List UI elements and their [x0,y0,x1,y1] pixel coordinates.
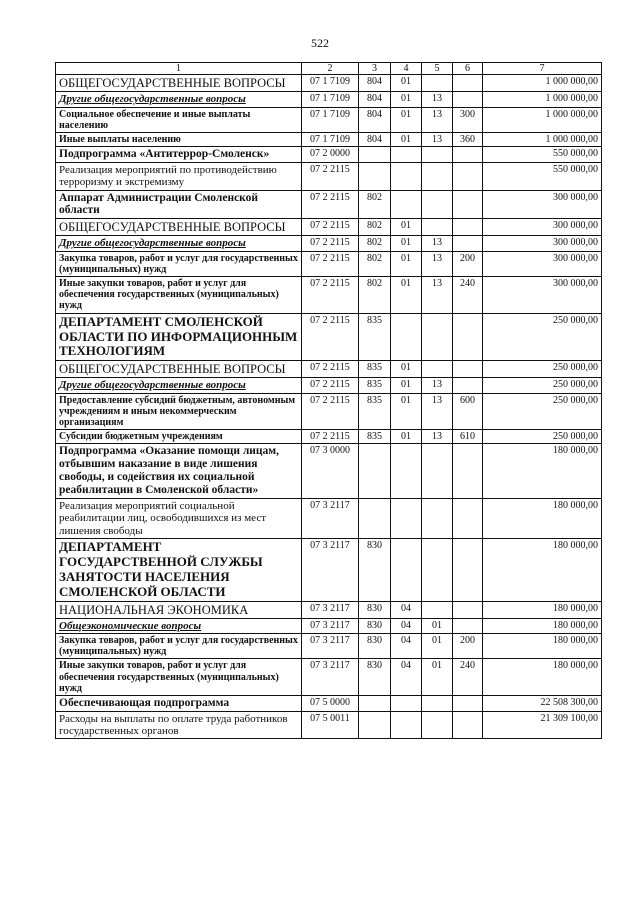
amount-cell: 300 000,00 [483,190,602,219]
row-name-cell: Иные закупки товаров, работ и услуг для обеспечения государственных (муниципальных) нужд [56,659,302,696]
table-row [56,601,602,618]
section-code-cell: 01 [391,393,422,430]
ministry-code-cell: 835 [359,378,391,393]
amount-cell: 1 000 000,00 [483,132,602,146]
row-name-cell: Обеспечивающая подпрограмма [56,695,302,711]
target-code-cell: 07 5 0000 [302,695,359,711]
target-code-cell: 07 5 0011 [302,711,359,739]
target-code-cell: 07 3 2117 [302,538,359,601]
row-name-cell: Другие общегосударственные вопросы [56,236,302,251]
subsection-code-cell: 13 [422,277,453,314]
section-code-cell: 04 [391,618,422,633]
subsection-code-cell: 13 [422,132,453,146]
section-code-cell: 01 [391,251,422,276]
expense-type-cell: 200 [453,633,483,658]
expense-type-cell [453,711,483,739]
row-name-cell: Закупка товаров, работ и услуг для государственных (муниципальных) нужд [56,633,302,658]
target-code-cell: 07 2 2115 [302,378,359,393]
table-row [56,277,602,314]
table-row [56,132,602,146]
row-name-cell: Реализация мероприятий социальной реабилитации лиц, освободившихся из мест лишения свободы [56,498,302,538]
expense-type-cell [453,601,483,618]
table-row [56,618,602,633]
amount-cell: 22 508 300,00 [483,695,602,711]
page-number: 522 [311,36,329,50]
subsection-code-cell [422,190,453,219]
row-name-cell: Общеэкономические вопросы [56,618,302,633]
ministry-code-cell: 835 [359,430,391,444]
subsection-code-cell [422,711,453,739]
row-name-cell: Предоставление субсидий бюджетным, автономным учреждениям и иным некоммерческим организациям [56,393,302,430]
amount-cell: 550 000,00 [483,147,602,163]
expense-type-cell [453,538,483,601]
section-code-cell: 01 [391,378,422,393]
ministry-code-cell: 830 [359,618,391,633]
ministry-code-cell [359,711,391,739]
expense-type-cell [453,444,483,499]
column-header: 5 [422,63,453,75]
amount-cell: 180 000,00 [483,498,602,538]
target-code-cell: 07 1 7109 [302,107,359,132]
amount-cell: 21 309 100,00 [483,711,602,739]
row-name-cell: Реализация мероприятий по противодействию терроризму и экстремизму [56,162,302,190]
subsection-code-cell [422,219,453,236]
target-code-cell: 07 2 2115 [302,361,359,378]
expense-type-cell [453,378,483,393]
amount-cell: 300 000,00 [483,277,602,314]
ministry-code-cell: 804 [359,92,391,107]
table-row [56,695,602,711]
subsection-code-cell [422,444,453,499]
amount-cell: 250 000,00 [483,361,602,378]
row-name-cell: Подпрограмма «Антитеррор-Смоленск» [56,147,302,163]
ministry-code-cell: 835 [359,361,391,378]
amount-cell: 180 000,00 [483,538,602,601]
table-row [56,444,602,499]
section-code-cell: 01 [391,361,422,378]
target-code-cell: 07 3 2117 [302,633,359,658]
table-row [56,313,602,361]
row-name-cell: ДЕПАРТАМЕНТ ГОСУДАРСТВЕННОЙ СЛУЖБЫ ЗАНЯТОСТИ НАСЕЛЕНИЯ СМОЛЕНСКОЙ ОБЛАСТИ [56,538,302,601]
section-code-cell: 01 [391,236,422,251]
section-code-cell [391,695,422,711]
subsection-code-cell: 01 [422,618,453,633]
row-name-cell: Социальное обеспечение и иные выплаты населению [56,107,302,132]
budget-table [55,62,602,739]
expense-type-cell [453,695,483,711]
target-code-cell: 07 3 2117 [302,601,359,618]
section-code-cell [391,444,422,499]
section-code-cell: 01 [391,219,422,236]
target-code-cell: 07 2 2115 [302,162,359,190]
ministry-code-cell [359,444,391,499]
ministry-code-cell: 830 [359,538,391,601]
amount-cell: 180 000,00 [483,444,602,499]
table-header-row [56,63,602,75]
table-row [56,251,602,276]
amount-cell: 180 000,00 [483,601,602,618]
section-code-cell [391,313,422,361]
section-code-cell: 04 [391,633,422,658]
expense-type-cell [453,498,483,538]
amount-cell: 300 000,00 [483,219,602,236]
row-name-cell: Другие общегосударственные вопросы [56,92,302,107]
ministry-code-cell: 802 [359,219,391,236]
section-code-cell: 01 [391,132,422,146]
expense-type-cell [453,92,483,107]
ministry-code-cell: 804 [359,132,391,146]
expense-type-cell: 240 [453,659,483,696]
expense-type-cell: 300 [453,107,483,132]
row-name-cell: ОБЩЕГОСУДАРСТВЕННЫЕ ВОПРОСЫ [56,361,302,378]
subsection-code-cell: 13 [422,107,453,132]
row-name-cell: Аппарат Администрации Смоленской области [56,190,302,219]
column-header: 4 [391,63,422,75]
section-code-cell: 04 [391,659,422,696]
ministry-code-cell [359,162,391,190]
ministry-code-cell [359,695,391,711]
expense-type-cell: 200 [453,251,483,276]
row-name-cell: Расходы на выплаты по оплате труда работников государственных органов [56,711,302,739]
subsection-code-cell [422,162,453,190]
table-row [56,711,602,739]
table-row [56,219,602,236]
target-code-cell: 07 3 0000 [302,444,359,499]
subsection-code-cell: 13 [422,251,453,276]
subsection-code-cell [422,498,453,538]
target-code-cell: 07 2 2115 [302,190,359,219]
ministry-code-cell: 830 [359,659,391,696]
table-row [56,378,602,393]
target-code-cell: 07 2 2115 [302,219,359,236]
amount-cell: 1 000 000,00 [483,92,602,107]
subsection-code-cell: 01 [422,633,453,658]
section-code-cell [391,711,422,739]
table-body [56,75,602,739]
target-code-cell: 07 2 0000 [302,147,359,163]
table-row [56,538,602,601]
amount-cell: 300 000,00 [483,236,602,251]
row-name-cell: Иные закупки товаров, работ и услуг для обеспечения государственных (муниципальных) нужд [56,277,302,314]
amount-cell: 250 000,00 [483,378,602,393]
ministry-code-cell: 830 [359,601,391,618]
subsection-code-cell [422,601,453,618]
amount-cell: 1 000 000,00 [483,75,602,92]
target-code-cell: 07 1 7109 [302,92,359,107]
subsection-code-cell [422,75,453,92]
subsection-code-cell: 13 [422,430,453,444]
section-code-cell [391,162,422,190]
amount-cell: 300 000,00 [483,251,602,276]
ministry-code-cell: 802 [359,277,391,314]
target-code-cell: 07 2 2115 [302,236,359,251]
subsection-code-cell [422,147,453,163]
ministry-code-cell [359,147,391,163]
target-code-cell: 07 3 2117 [302,659,359,696]
row-name-cell: Субсидии бюджетным учреждениям [56,430,302,444]
expense-type-cell [453,75,483,92]
ministry-code-cell: 835 [359,313,391,361]
expense-type-cell [453,219,483,236]
section-code-cell: 01 [391,277,422,314]
column-header: 7 [483,63,602,75]
subsection-code-cell [422,538,453,601]
table-row [56,147,602,163]
section-code-cell: 01 [391,92,422,107]
target-code-cell: 07 2 2115 [302,430,359,444]
expense-type-cell [453,190,483,219]
subsection-code-cell: 13 [422,236,453,251]
expense-type-cell: 600 [453,393,483,430]
ministry-code-cell [359,498,391,538]
column-header: 6 [453,63,483,75]
target-code-cell: 07 2 2115 [302,277,359,314]
row-name-cell: ОБЩЕГОСУДАРСТВЕННЫЕ ВОПРОСЫ [56,219,302,236]
row-name-cell: Подпрограмма «Оказание помощи лицам, отбывшим наказание в виде лишения свободы, и содействия их социальной реабилитации в Смоленской области» [56,444,302,499]
row-name-cell: Закупка товаров, работ и услуг для государственных (муниципальных) нужд [56,251,302,276]
expense-type-cell: 610 [453,430,483,444]
section-code-cell [391,190,422,219]
expense-type-cell [453,236,483,251]
expense-type-cell [453,313,483,361]
target-code-cell: 07 2 2115 [302,393,359,430]
target-code-cell: 07 2 2115 [302,313,359,361]
table-row [56,361,602,378]
subsection-code-cell [422,361,453,378]
section-code-cell [391,498,422,538]
section-code-cell: 01 [391,75,422,92]
expense-type-cell: 240 [453,277,483,314]
amount-cell: 250 000,00 [483,393,602,430]
amount-cell: 180 000,00 [483,659,602,696]
row-name-cell: Иные выплаты населению [56,132,302,146]
subsection-code-cell: 01 [422,659,453,696]
row-name-cell: Другие общегосударственные вопросы [56,378,302,393]
table-row [56,107,602,132]
target-code-cell: 07 3 2117 [302,498,359,538]
target-code-cell: 07 1 7109 [302,75,359,92]
ministry-code-cell: 804 [359,107,391,132]
table-row [56,430,602,444]
subsection-code-cell: 13 [422,378,453,393]
column-header: 1 [56,63,302,75]
ministry-code-cell: 835 [359,393,391,430]
expense-type-cell [453,361,483,378]
section-code-cell [391,538,422,601]
expense-type-cell [453,147,483,163]
amount-cell: 1 000 000,00 [483,107,602,132]
row-name-cell: ОБЩЕГОСУДАРСТВЕННЫЕ ВОПРОСЫ [56,75,302,92]
amount-cell: 180 000,00 [483,633,602,658]
table-row [56,236,602,251]
subsection-code-cell: 13 [422,92,453,107]
section-code-cell [391,147,422,163]
amount-cell: 250 000,00 [483,430,602,444]
table-row [56,92,602,107]
target-code-cell: 07 1 7109 [302,132,359,146]
subsection-code-cell: 13 [422,393,453,430]
target-code-cell: 07 3 2117 [302,618,359,633]
table-row [56,633,602,658]
ministry-code-cell: 830 [359,633,391,658]
ministry-code-cell: 804 [359,75,391,92]
row-name-cell: ДЕПАРТАМЕНТ СМОЛЕНСКОЙ ОБЛАСТИ ПО ИНФОРМАЦИОННЫМ ТЕХНОЛОГИЯМ [56,313,302,361]
amount-cell: 180 000,00 [483,618,602,633]
section-code-cell: 04 [391,601,422,618]
amount-cell: 550 000,00 [483,162,602,190]
subsection-code-cell [422,313,453,361]
ministry-code-cell: 802 [359,190,391,219]
expense-type-cell [453,618,483,633]
ministry-code-cell: 802 [359,251,391,276]
ministry-code-cell: 802 [359,236,391,251]
table-row [56,498,602,538]
section-code-cell: 01 [391,430,422,444]
column-header: 3 [359,63,391,75]
expense-type-cell: 360 [453,132,483,146]
target-code-cell: 07 2 2115 [302,251,359,276]
table-row [56,75,602,92]
table-row [56,162,602,190]
subsection-code-cell [422,695,453,711]
section-code-cell: 01 [391,107,422,132]
column-header: 2 [302,63,359,75]
table-row [56,659,602,696]
row-name-cell: НАЦИОНАЛЬНАЯ ЭКОНОМИКА [56,601,302,618]
expense-type-cell [453,162,483,190]
amount-cell: 250 000,00 [483,313,602,361]
table-row [56,190,602,219]
table-row [56,393,602,430]
